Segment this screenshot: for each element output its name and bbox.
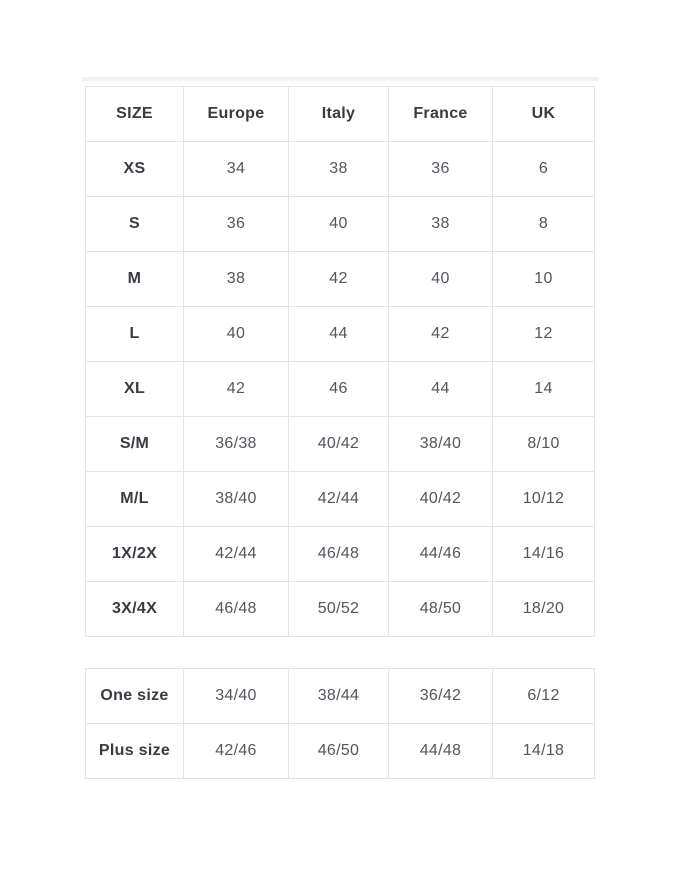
column-header-europe: Europe bbox=[184, 87, 289, 142]
size-label: 1X/2X bbox=[86, 527, 184, 582]
italy-value: 46 bbox=[289, 362, 389, 417]
france-value: 44/48 bbox=[389, 724, 493, 779]
france-value: 38 bbox=[389, 197, 493, 252]
size-label: M/L bbox=[86, 472, 184, 527]
italy-value: 42 bbox=[289, 252, 389, 307]
table-row bbox=[86, 197, 595, 252]
size-label: 3X/4X bbox=[86, 582, 184, 637]
size-label: L bbox=[86, 307, 184, 362]
italy-value: 44 bbox=[289, 307, 389, 362]
uk-value: 8/10 bbox=[493, 417, 595, 472]
header-row bbox=[86, 87, 595, 142]
italy-value: 46/50 bbox=[289, 724, 389, 779]
uk-value: 14/18 bbox=[493, 724, 595, 779]
italy-value: 38 bbox=[289, 142, 389, 197]
size-label: S/M bbox=[86, 417, 184, 472]
size-label: Plus size bbox=[86, 724, 184, 779]
size-label: XS bbox=[86, 142, 184, 197]
uk-value: 6 bbox=[493, 142, 595, 197]
france-value: 36/42 bbox=[389, 669, 493, 724]
europe-value: 36/38 bbox=[184, 417, 289, 472]
size-label: S bbox=[86, 197, 184, 252]
france-value: 44 bbox=[389, 362, 493, 417]
uk-value: 12 bbox=[493, 307, 595, 362]
france-value: 42 bbox=[389, 307, 493, 362]
uk-value: 14 bbox=[493, 362, 595, 417]
europe-value: 42/44 bbox=[184, 527, 289, 582]
uk-value: 6/12 bbox=[493, 669, 595, 724]
europe-value: 34 bbox=[184, 142, 289, 197]
column-header-size: SIZE bbox=[86, 87, 184, 142]
europe-value: 40 bbox=[184, 307, 289, 362]
uk-value: 8 bbox=[493, 197, 595, 252]
france-value: 38/40 bbox=[389, 417, 493, 472]
table-row bbox=[86, 724, 595, 779]
europe-value: 34/40 bbox=[184, 669, 289, 724]
france-value: 48/50 bbox=[389, 582, 493, 637]
column-header-france: France bbox=[389, 87, 493, 142]
column-header-italy: Italy bbox=[289, 87, 389, 142]
europe-value: 38/40 bbox=[184, 472, 289, 527]
europe-value: 42 bbox=[184, 362, 289, 417]
table-row bbox=[86, 417, 595, 472]
table-row bbox=[86, 472, 595, 527]
uk-value: 10/12 bbox=[493, 472, 595, 527]
europe-value: 46/48 bbox=[184, 582, 289, 637]
europe-value: 38 bbox=[184, 252, 289, 307]
uk-value: 18/20 bbox=[493, 582, 595, 637]
europe-value: 42/46 bbox=[184, 724, 289, 779]
italy-value: 38/44 bbox=[289, 669, 389, 724]
size-label: XL bbox=[86, 362, 184, 417]
france-value: 40/42 bbox=[389, 472, 493, 527]
italy-value: 50/52 bbox=[289, 582, 389, 637]
table-row bbox=[86, 527, 595, 582]
size-conversion-table bbox=[85, 86, 595, 637]
france-value: 40 bbox=[389, 252, 493, 307]
size-label: One size bbox=[86, 669, 184, 724]
column-header-uk: UK bbox=[493, 87, 595, 142]
table-row bbox=[86, 582, 595, 637]
size-label: M bbox=[86, 252, 184, 307]
italy-value: 46/48 bbox=[289, 527, 389, 582]
italy-value: 42/44 bbox=[289, 472, 389, 527]
italy-value: 40/42 bbox=[289, 417, 389, 472]
table-row bbox=[86, 142, 595, 197]
france-value: 36 bbox=[389, 142, 493, 197]
uk-value: 10 bbox=[493, 252, 595, 307]
special-sizes-table bbox=[85, 668, 595, 779]
uk-value: 14/16 bbox=[493, 527, 595, 582]
table-row bbox=[86, 307, 595, 362]
europe-value: 36 bbox=[184, 197, 289, 252]
table-row bbox=[86, 252, 595, 307]
france-value: 44/46 bbox=[389, 527, 493, 582]
table-row bbox=[86, 669, 595, 724]
italy-value: 40 bbox=[289, 197, 389, 252]
divider-band bbox=[82, 77, 599, 81]
table-row bbox=[86, 362, 595, 417]
